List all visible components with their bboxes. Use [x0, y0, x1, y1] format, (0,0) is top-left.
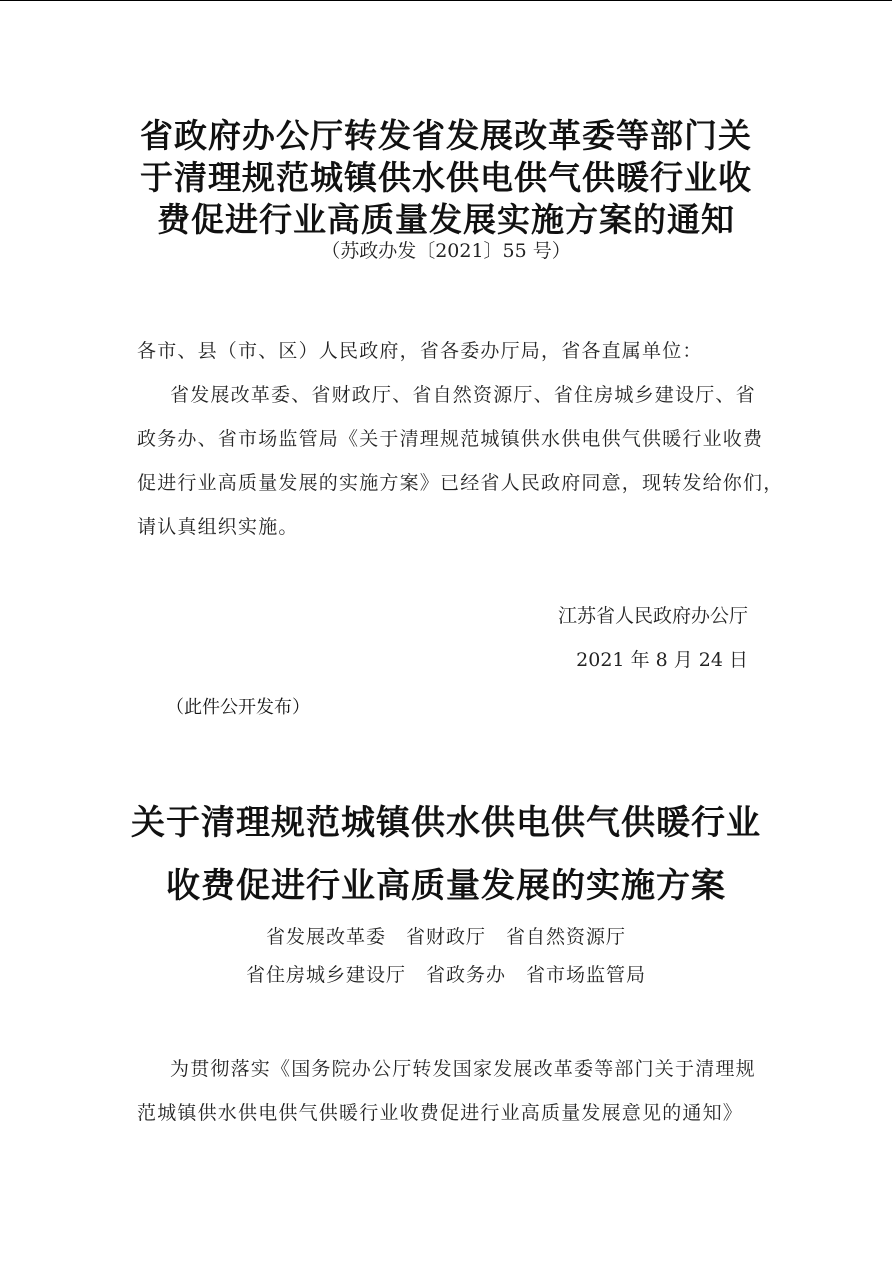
notice-title-line-1: 省政府办公厅转发省发展改革委等部门关	[140, 116, 752, 155]
plan-title-line-1: 关于清理规范城镇供水供电供气供暖行业	[131, 803, 761, 843]
notice-body-line: 政务办、省市场监管局《关于清理规范城镇供水供电供气供暖行业收费	[137, 428, 764, 450]
notice-body-line: 请认真组织实施。	[137, 516, 299, 538]
document-number: （苏政办发〔2021〕55 号）	[321, 240, 571, 262]
issue-date: 2021 年 8 月 24 日	[576, 649, 748, 671]
notice-title-line-3: 费促进行业高质量发展实施方案的通知	[157, 200, 735, 239]
notice-body-line: 省发展改革委、省财政厅、省自然资源厅、省住房城乡建设厅、省	[170, 384, 756, 406]
issuer: 江苏省人民政府办公厅	[557, 605, 748, 627]
recipients: 各市、县（市、区）人民政府，省各委办厅局，省各直属单位：	[137, 340, 703, 362]
departments-line-2: 省住房城乡建设厅 省政务办 省市场监管局	[245, 964, 646, 986]
notice-body-line: 促进行业高质量发展的实施方案》已经省人民政府同意，现转发给你们，	[137, 472, 784, 494]
public-release-note: （此件公开发布）	[166, 697, 310, 718]
page-top-border	[0, 0, 892, 1]
plan-body-line: 为贯彻落实《国务院办公厅转发国家发展改革委等部门关于清理规	[170, 1058, 756, 1080]
plan-body-line: 范城镇供水供电供气供暖行业收费促进行业高质量发展意见的通知》	[137, 1102, 744, 1124]
departments-line-1: 省发展改革委 省财政厅 省自然资源厅	[265, 926, 626, 948]
plan-title-line-2: 收费促进行业高质量发展的实施方案	[166, 866, 726, 906]
notice-title-line-2: 于清理规范城镇供水供电供气供暖行业收	[140, 158, 752, 197]
